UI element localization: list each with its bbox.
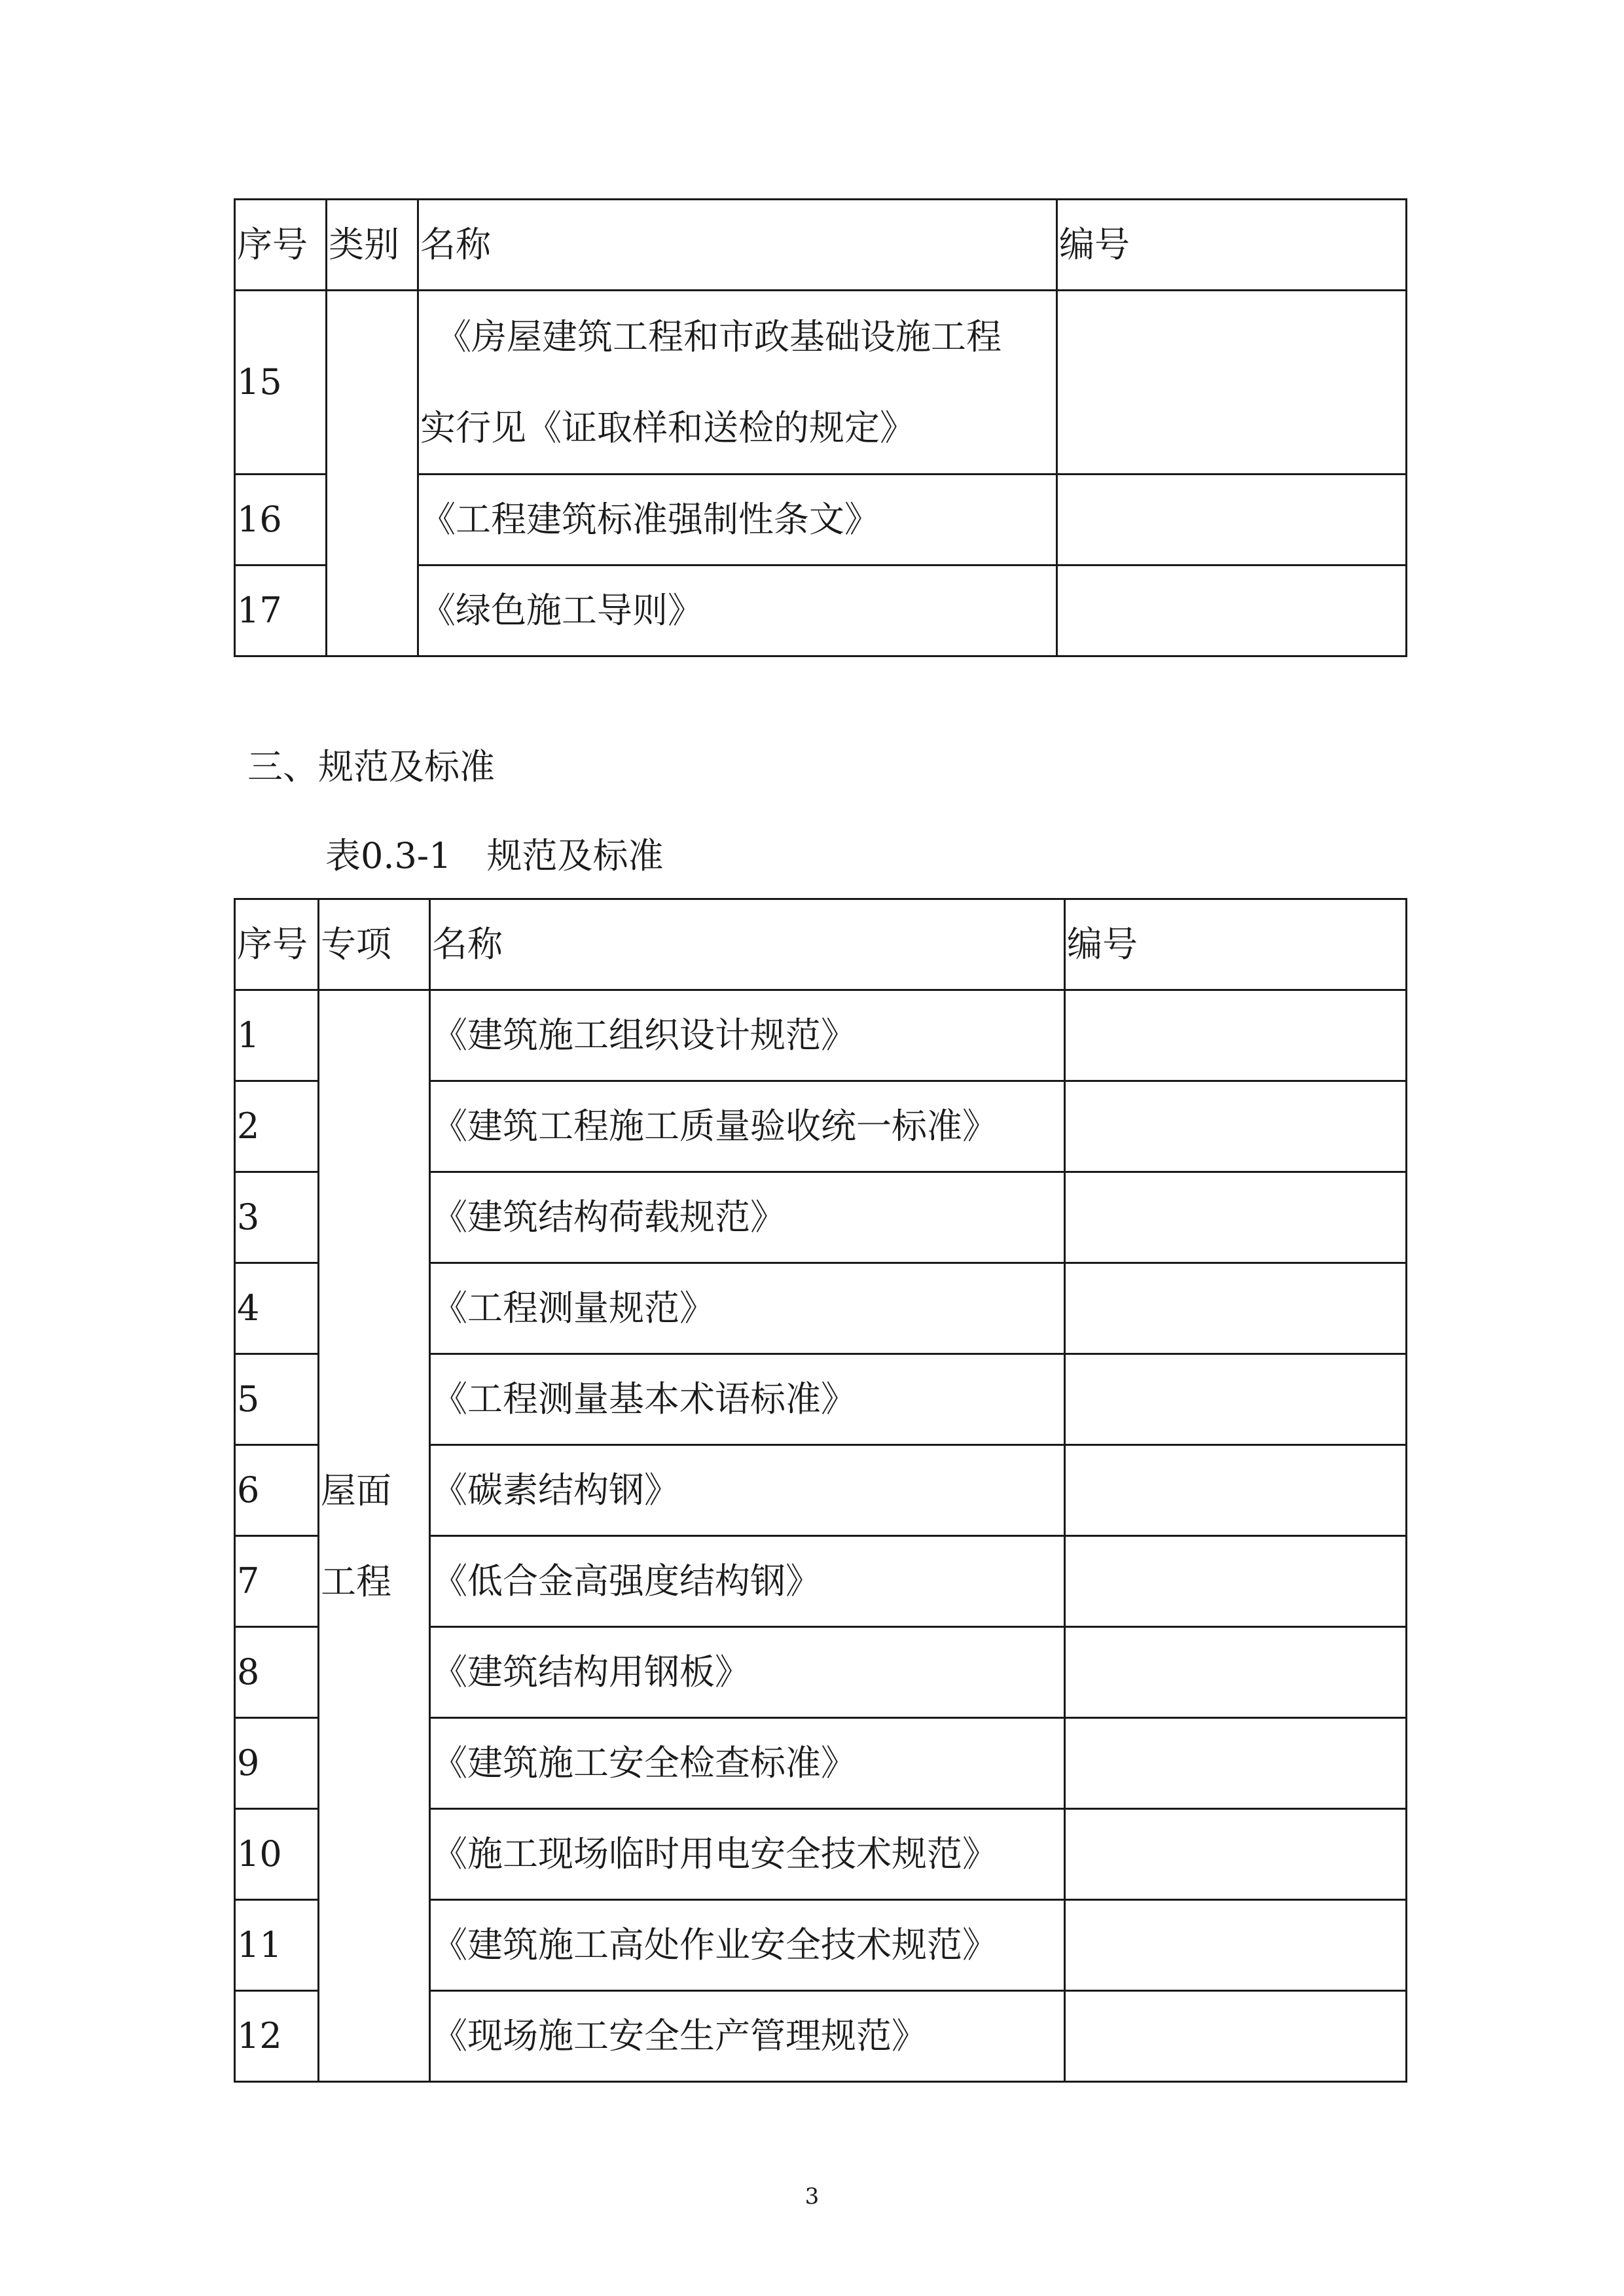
row-name: 《碳素结构钢》 [430, 1445, 1065, 1536]
row-code [1065, 1536, 1407, 1627]
row-name: 《建筑施工组织设计规范》 [430, 990, 1065, 1081]
specialty-line-1: 屋面 [321, 1469, 391, 1511]
row-name [418, 291, 1057, 475]
header-code: 编号 [1057, 200, 1407, 291]
row-code [1065, 1445, 1407, 1536]
specialty-line-2: 工程 [321, 1560, 391, 1602]
row-name: 《低合金高强度结构钢》 [430, 1536, 1065, 1627]
table-header-row [235, 200, 1407, 291]
header-name: 名称 [418, 200, 1057, 291]
row-number: 8 [235, 1627, 319, 1718]
row-number: 4 [235, 1263, 319, 1354]
row-number: 17 [235, 565, 327, 656]
table-row [235, 291, 1407, 475]
row-code [1065, 990, 1407, 1081]
header-number: 序号 [235, 200, 327, 291]
row-code [1065, 1809, 1407, 1900]
row-number: 7 [235, 1536, 319, 1627]
row-name: 《建筑工程施工质量验收统一标准》 [430, 1081, 1065, 1172]
table-row [235, 990, 1407, 1081]
header-code: 编号 [1065, 899, 1407, 990]
header-number: 序号 [235, 899, 319, 990]
header-category: 类别 [327, 200, 418, 291]
row-number: 16 [235, 475, 327, 565]
row-code [1057, 291, 1407, 475]
row-code [1057, 475, 1407, 565]
row-code [1065, 1900, 1407, 1991]
row-name-line-2: 实行见《证取样和送检的规定》 [420, 407, 915, 448]
row-number: 11 [235, 1900, 319, 1991]
row-name: 《绿色施工导则》 [418, 565, 1057, 656]
row-name: 《工程测量规范》 [430, 1263, 1065, 1354]
row-number: 2 [235, 1081, 319, 1172]
row-number: 15 [235, 291, 327, 475]
header-name: 名称 [430, 899, 1065, 990]
row-number: 1 [235, 990, 319, 1081]
row-name: 《建筑施工高处作业安全技术规范》 [430, 1900, 1065, 1991]
row-name: 《施工现场临时用电安全技术规范》 [430, 1809, 1065, 1900]
row-number: 3 [235, 1172, 319, 1263]
row-name: 《建筑结构用钢板》 [430, 1627, 1065, 1718]
row-number: 10 [235, 1809, 319, 1900]
row-code [1065, 1991, 1407, 2082]
page-number: 3 [804, 2183, 820, 2210]
table-header-row [235, 899, 1407, 990]
table-caption: 表0.3-1 规范及标准 [325, 835, 664, 876]
reference-table-continued [234, 198, 1407, 657]
row-name: 《建筑结构荷载规范》 [430, 1172, 1065, 1263]
row-number: 9 [235, 1718, 319, 1809]
row-code [1065, 1172, 1407, 1263]
standards-table [234, 898, 1407, 2083]
category-cell [327, 291, 418, 656]
row-name: 《工程建筑标准强制性条文》 [418, 475, 1057, 565]
row-code [1065, 1354, 1407, 1445]
row-code [1065, 1081, 1407, 1172]
row-name: 《工程测量基本术语标准》 [430, 1354, 1065, 1445]
specialty-cell [319, 990, 430, 2082]
row-code [1065, 1263, 1407, 1354]
section-heading: 三、规范及标准 [247, 746, 495, 787]
row-number: 6 [235, 1445, 319, 1536]
row-code [1065, 1718, 1407, 1809]
row-number: 12 [235, 1991, 319, 2082]
row-number: 5 [235, 1354, 319, 1445]
row-code [1065, 1627, 1407, 1718]
row-name: 《建筑施工安全检查标准》 [430, 1718, 1065, 1809]
row-name: 《现场施工安全生产管理规范》 [430, 1991, 1065, 2082]
row-code [1057, 565, 1407, 656]
header-specialty: 专项 [319, 899, 430, 990]
row-name-line-1: 《房屋建筑工程和市政基础设施工程 [436, 316, 1001, 357]
